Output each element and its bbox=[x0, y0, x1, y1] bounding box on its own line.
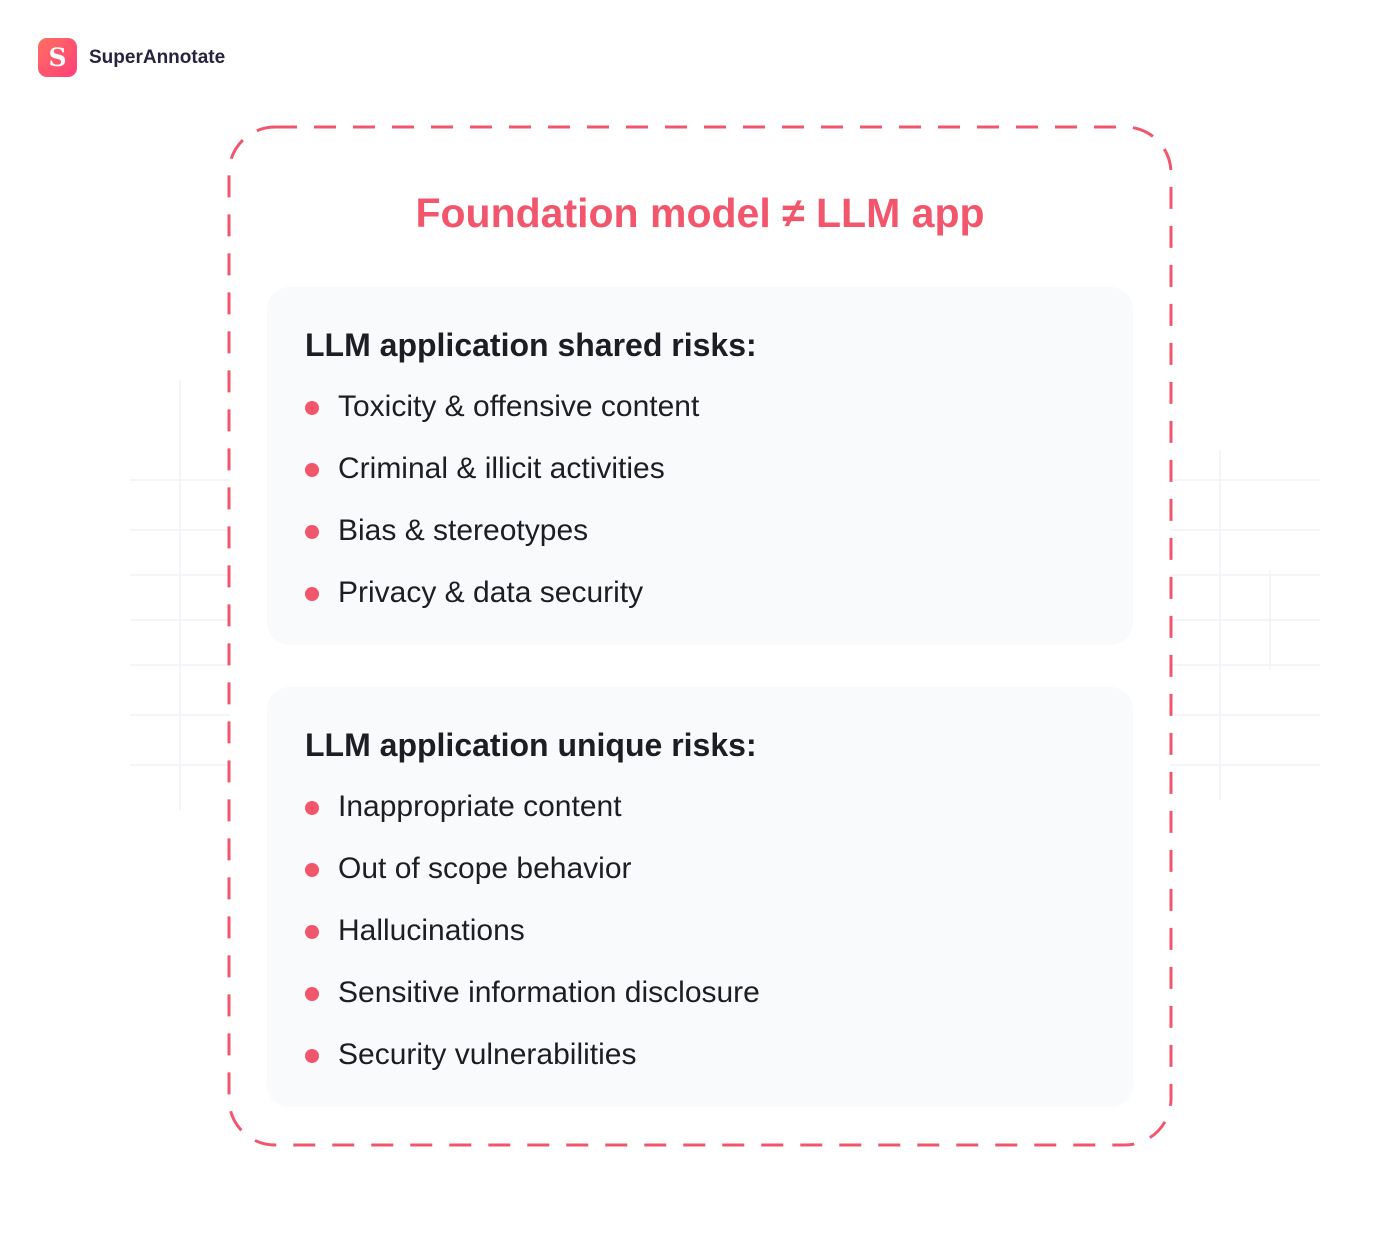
shared-risks-heading: LLM application shared risks: bbox=[305, 327, 757, 363]
list-item bbox=[305, 847, 1095, 909]
superannotate-logo-icon: S bbox=[38, 38, 77, 77]
bullet-dot-icon bbox=[305, 987, 319, 1001]
bullet-dot-icon bbox=[305, 1049, 319, 1063]
list-item bbox=[305, 971, 1095, 1033]
list-item bbox=[305, 785, 1095, 847]
list-item-label: Toxicity & offensive content bbox=[338, 390, 700, 423]
brand-name: SuperAnnotate bbox=[89, 46, 226, 68]
list-item bbox=[305, 385, 1095, 447]
bullet-dot-icon bbox=[305, 463, 319, 477]
shared-risks-list bbox=[305, 385, 1095, 633]
list-item bbox=[305, 1033, 1095, 1095]
bullet-dot-icon bbox=[305, 925, 319, 939]
bullet-dot-icon bbox=[305, 401, 319, 415]
list-item bbox=[305, 509, 1095, 571]
unique-risks-list bbox=[305, 785, 1095, 1095]
list-item-label: Criminal & illicit activities bbox=[338, 452, 665, 485]
list-item-label: Security vulnerabilities bbox=[338, 1038, 637, 1071]
list-item-label: Privacy & data security bbox=[338, 576, 644, 609]
list-item-label: Bias & stereotypes bbox=[338, 514, 589, 547]
list-item bbox=[305, 909, 1095, 971]
shared-risks-panel bbox=[267, 287, 1133, 645]
page-title: Foundation model ≠ LLM app bbox=[415, 190, 985, 236]
list-item-label: Inappropriate content bbox=[338, 790, 622, 823]
bullet-dot-icon bbox=[305, 801, 319, 815]
unique-risks-heading: LLM application unique risks: bbox=[305, 727, 757, 763]
list-item bbox=[305, 571, 1095, 633]
list-item-label: Out of scope behavior bbox=[338, 852, 632, 885]
bullet-dot-icon bbox=[305, 525, 319, 539]
bullet-dot-icon bbox=[305, 863, 319, 877]
list-item bbox=[305, 447, 1095, 509]
unique-risks-panel bbox=[267, 687, 1133, 1107]
bullet-dot-icon bbox=[305, 587, 319, 601]
list-item-label: Hallucinations bbox=[338, 914, 525, 947]
list-item-label: Sensitive information disclosure bbox=[338, 976, 760, 1009]
